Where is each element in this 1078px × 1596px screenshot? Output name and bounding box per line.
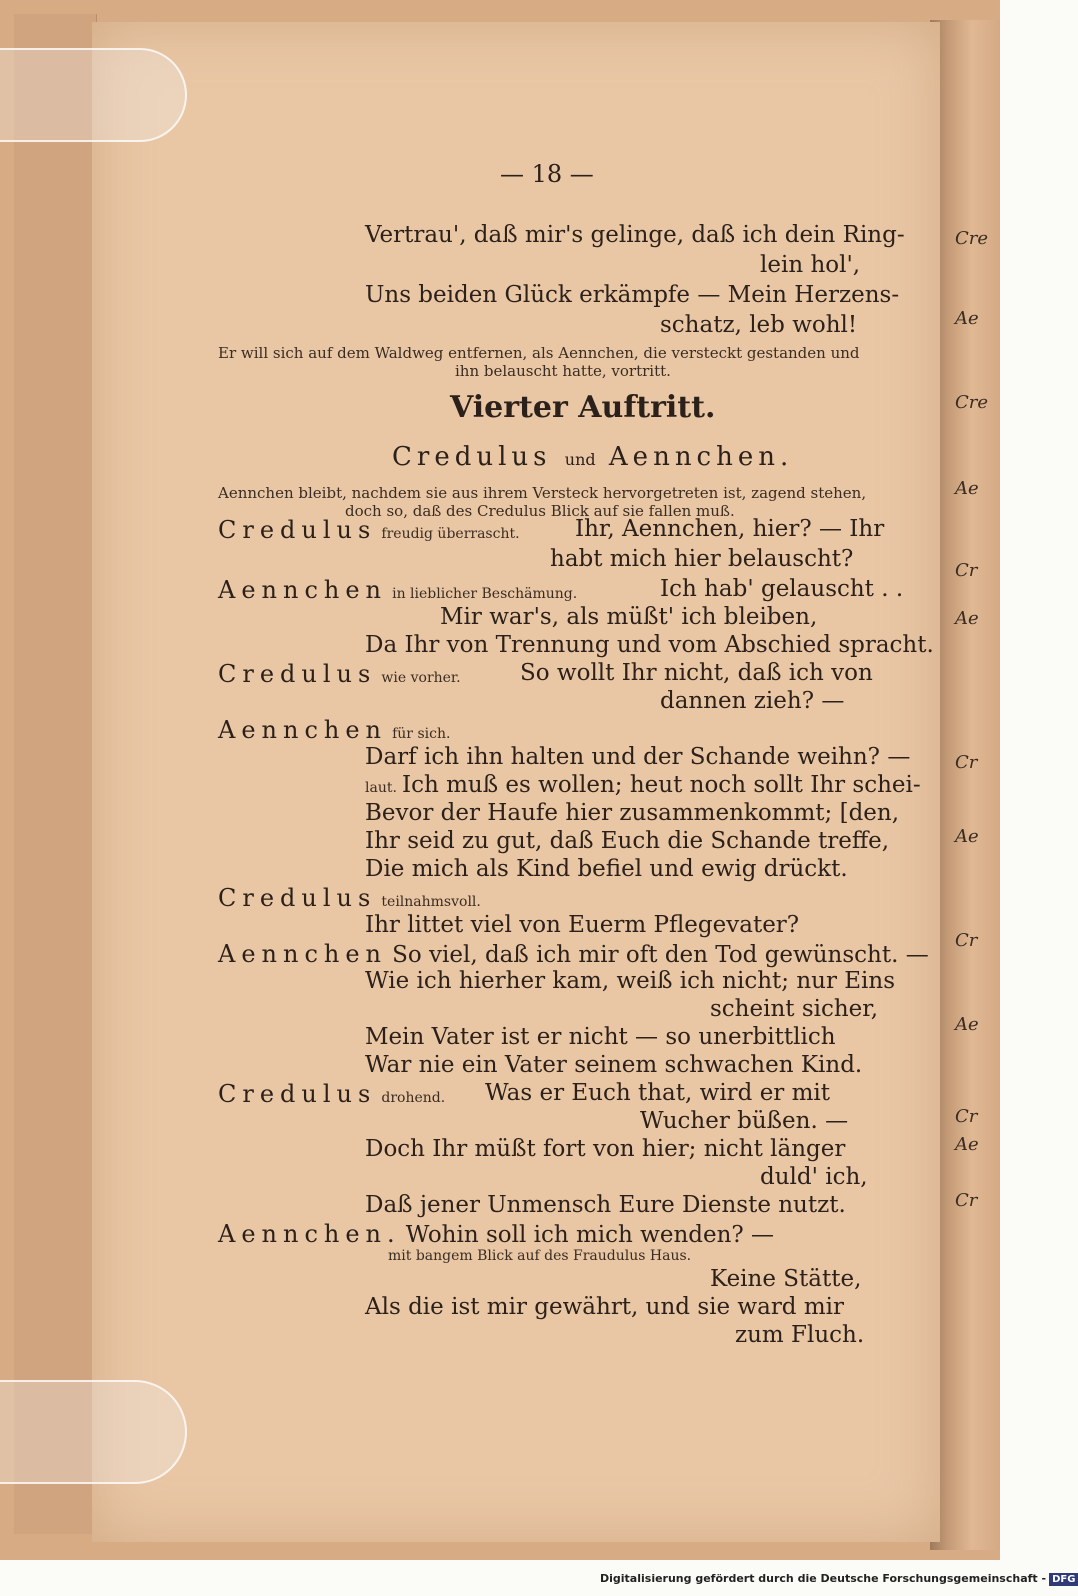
facing-page-fragment: Ae: [955, 478, 979, 499]
footer-credit: [600, 1572, 1076, 1594]
stage-direction: Aennchen bleibt, nachdem sie aus ihrem Versteck hervorgetreten ist, zagend stehen,: [218, 484, 867, 502]
speech-row: [365, 772, 921, 798]
page-number: — 18 —: [500, 160, 594, 188]
speaker-direction: freudig überrascht.: [381, 526, 520, 542]
verse-line: Ihr littet viel von Euerm Pflegevater?: [365, 912, 800, 938]
facing-page-fragment: Ae: [955, 1134, 979, 1155]
verse-line: scheint sicher,: [710, 996, 879, 1022]
speaker-name: Aennchen: [218, 716, 388, 744]
speaker-name: Aennchen.: [218, 1220, 401, 1248]
cast-credulus: Credulus: [392, 442, 552, 472]
verse-line: Ich hab' gelauscht . .: [660, 576, 904, 602]
verse-line: Doch Ihr müßt fort von hier; nicht länger: [365, 1136, 846, 1162]
speaker-name: Credulus: [218, 1080, 377, 1108]
facing-page-fragment: Cr: [955, 1106, 978, 1127]
facing-page-fragment: Ae: [955, 308, 979, 329]
speaker-name: Credulus: [218, 516, 377, 544]
scene-heading: Vierter Auftritt.: [450, 390, 716, 425]
stage-direction: Er will sich auf dem Waldweg entfernen, als Aennchen, die versteckt gestanden und: [218, 344, 860, 362]
speaker-direction: für sich.: [392, 726, 451, 742]
verse-line: War nie ein Vater seinem schwachen Kind.: [365, 1052, 863, 1078]
verse-line: Vertrau', daß mir's gelinge, daß ich dein Ring-: [365, 222, 905, 248]
verse-line: So viel, daß ich mir oft den Tod gewünscht. —: [392, 942, 929, 968]
facing-page-fragment: Ae: [955, 826, 979, 847]
verse-line: Da Ihr von Trennung und vom Abschied spracht.: [365, 632, 934, 658]
speech-row: [218, 1080, 445, 1108]
glass-clip-bottom: [0, 1380, 187, 1484]
dfg-logo: DFG: [1049, 1573, 1078, 1586]
cast-aennchen: Aennchen.: [608, 442, 794, 472]
verse-line: lein hol',: [760, 252, 861, 278]
verse-line: So wollt Ihr nicht, daß ich von: [520, 660, 873, 686]
verse-line: Die mich als Kind befiel und ewig drückt.: [365, 856, 848, 882]
credit-text: Digitalisierung gefördert durch die Deutsche Forschungsgemeinschaft -: [600, 1572, 1047, 1585]
facing-page-fragment: Cre: [955, 228, 989, 249]
verse-line: Als die ist mir gewährt, und sie ward mir: [365, 1294, 845, 1320]
verse-line: Wucher büßen. —: [640, 1108, 849, 1134]
verse-line: Bevor der Haufe hier zusammenkommt; [den,: [365, 800, 900, 826]
facing-page-fragment: Ae: [955, 608, 979, 629]
verse-line: Daß jener Unmensch Eure Dienste nutzt.: [365, 1192, 846, 1218]
scene-cast: [392, 442, 793, 472]
verse-line: Wohin soll ich mich wenden? —: [405, 1222, 775, 1248]
speaker-direction: laut.: [365, 780, 397, 796]
facing-page-fragment: Cre: [955, 392, 989, 413]
speaker-name: Aennchen: [218, 576, 388, 604]
stage-direction: mit bangem Blick auf des Fraudulus Haus.: [388, 1248, 692, 1264]
verse-line: Mir war's, als müßt' ich bleiben,: [440, 604, 818, 630]
verse-line: Darf ich ihn halten und der Schande weihn? —: [365, 744, 911, 770]
verse-line: dannen zieh? —: [660, 688, 845, 714]
page-edge-left: [14, 14, 97, 1534]
verse-line: duld' ich,: [760, 1164, 868, 1190]
verse-line: Keine Stätte,: [710, 1266, 862, 1292]
speaker-direction: wie vorher.: [381, 670, 461, 686]
facing-page-fragment: Cr: [955, 930, 978, 951]
speech-row: [218, 716, 450, 744]
cast-und: und: [564, 450, 596, 469]
speech-row: [218, 516, 520, 544]
verse-line: Ihr seid zu gut, daß Euch die Schande treffe,: [365, 828, 890, 854]
facing-page-fragment: Ae: [955, 1014, 979, 1035]
speaker-direction: in lieblicher Beschämung.: [392, 586, 578, 602]
facing-page-edge: [930, 20, 1000, 1550]
speaker-name: Credulus: [218, 660, 377, 688]
speech-row: [218, 576, 577, 604]
verse-line: Ich muß es wollen; heut noch sollt Ihr schei-: [402, 772, 921, 798]
verse-line: Mein Vater ist er nicht — so unerbittlich: [365, 1024, 836, 1050]
facing-page-fragment: Cr: [955, 752, 978, 773]
verse-line: schatz, leb wohl!: [660, 312, 858, 338]
verse-line: Uns beiden Glück erkämpfe — Mein Herzens-: [365, 282, 900, 308]
glass-clip-top: [0, 48, 187, 142]
speaker-direction: teilnahmsvoll.: [381, 894, 481, 910]
verse-line: Was er Euch that, wird er mit: [485, 1080, 831, 1106]
speaker-direction: drohend.: [381, 1090, 446, 1106]
facing-page-fragment: Cr: [955, 1190, 978, 1211]
speaker-name: Credulus: [218, 884, 377, 912]
verse-line: Ihr, Aennchen, hier? — Ihr: [575, 516, 885, 542]
verse-line: zum Fluch.: [735, 1322, 865, 1348]
verse-line: habt mich hier belauscht?: [550, 546, 854, 572]
speech-row: [218, 884, 481, 912]
verse-line: Wie ich hierher kam, weiß ich nicht; nur Eins: [365, 968, 896, 994]
speaker-name: Aennchen: [218, 940, 388, 968]
speech-row: [218, 940, 929, 968]
stage-direction: ihn belauscht hatte, vortritt.: [455, 362, 671, 380]
stage-direction: doch so, daß des Credulus Blick auf sie fallen muß.: [345, 502, 735, 520]
speech-row: [218, 660, 461, 688]
speech-row: [218, 1220, 774, 1248]
facing-page-fragment: Cr: [955, 560, 978, 581]
